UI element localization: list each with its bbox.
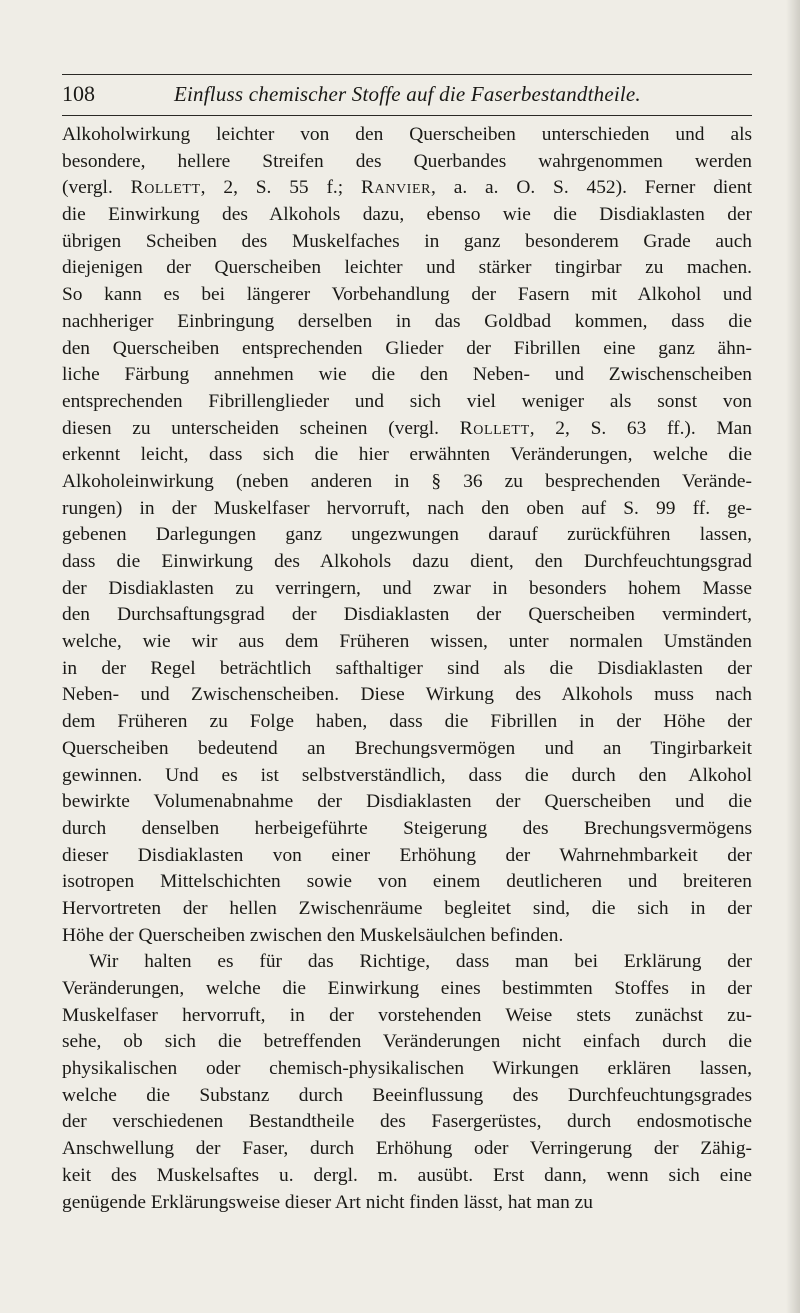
body-text [62, 122, 752, 1216]
text-line [62, 1109, 752, 1136]
text-line [62, 709, 752, 736]
page-edge-shadow [786, 0, 800, 1313]
text-segment: Querscheiben bedeutend an Brechungsvermögen und an Tingirbarkeit [62, 737, 752, 759]
text-segment: den Durchsaftungsgrad der Disdiaklasten der Querscheiben vermindert, [62, 604, 752, 626]
text-segment: Höhe der Querscheiben zwischen den Muskelsäulchen befinden. [62, 924, 564, 946]
text-line [62, 1136, 752, 1163]
text-line [62, 336, 752, 363]
page-number: 108 [62, 81, 95, 106]
text-segment: keit des Muskelsaftes u. dergl. m. ausübt. Erst dann, wenn sich eine [62, 1164, 752, 1186]
text-segment: liche Färbung annehmen wie die den Neben- und Zwischenscheiben [62, 364, 752, 386]
text-segment: rungen) in der Muskelfaser hervorruft, nach den oben auf S. 99 ff. ge- [62, 497, 752, 519]
text-segment: Neben- und Zwischenscheiben. Diese Wirkung des Alkohols muss nach [62, 684, 752, 706]
header-rule [62, 115, 752, 116]
text-line [62, 736, 752, 763]
text-line [62, 522, 752, 549]
text-line [62, 896, 752, 923]
text-segment: übrigen Scheiben des Muskelfaches in ganz besonderem Grade auch [62, 230, 752, 252]
text-segment: , 2, S. 63 ff.). Man [529, 417, 752, 439]
text-segment: Muskelfaser hervorruft, in der vorstehenden Weise stets zunächst zu- [62, 1004, 752, 1026]
text-segment: Hervortreten der hellen Zwischenräume begleitet sind, die sich in der [62, 897, 752, 919]
text-segment: sehe, ob sich die betreffenden Veränderungen nicht einfach durch die [62, 1031, 752, 1053]
text-line [62, 629, 752, 656]
text-segment: dem Früheren zu Folge haben, dass die Fibrillen in der Höhe der [62, 711, 752, 733]
author-citation: Rollett [459, 417, 530, 439]
text-segment: Alkoholeinwirkung (neben anderen in § 36 zu besprechenden Verände- [62, 470, 752, 492]
text-segment: Anschwellung der Faser, durch Erhöhung oder Verringerung der Zähig- [62, 1138, 752, 1160]
text-line [62, 1003, 752, 1030]
text-line [62, 362, 752, 389]
text-line [62, 682, 752, 709]
text-line [62, 175, 752, 202]
text-line [62, 576, 752, 603]
text-line [62, 442, 752, 469]
text-segment: welche die Substanz durch Beeinflussung des Durchfeuchtungsgrades [62, 1084, 752, 1106]
running-title: Einfluss chemischer Stoffe auf die Faserbestandtheile. [174, 82, 641, 106]
text-line [62, 656, 752, 683]
text-line [62, 869, 752, 896]
text-segment: (vergl. [62, 177, 131, 199]
text-line [62, 1190, 752, 1217]
text-line [62, 843, 752, 870]
text-line [62, 282, 752, 309]
text-line [62, 229, 752, 256]
text-segment: , a. a. O. S. 452). Ferner dient [431, 177, 752, 199]
text-line [62, 122, 752, 149]
running-head [62, 78, 752, 114]
text-segment: Wir halten es für das Richtige, dass man bei Erklärung der [89, 951, 752, 973]
text-line [62, 1083, 752, 1110]
text-segment: besondere, hellere Streifen des Querbandes wahrgenommen werden [62, 150, 752, 172]
text-segment: dieser Disdiaklasten von einer Erhöhung der Wahrnehmbarkeit der [62, 844, 752, 866]
text-segment: der verschiedenen Bestandtheile des Fasergerüstes, durch endosmotische [62, 1111, 752, 1133]
text-segment: die Einwirkung des Alkohols dazu, ebenso wie die Disdiaklasten der [62, 204, 752, 226]
text-segment: gebenen Darlegungen ganz ungezwungen darauf zurückführen lassen, [62, 524, 752, 546]
text-line [62, 923, 752, 950]
text-segment: diejenigen der Querscheiben leichter und stärker tingirbar zu machen. [62, 257, 752, 279]
text-segment: genügende Erklärungsweise dieser Art nicht finden lässt, hat man zu [62, 1191, 593, 1213]
text-line [62, 1163, 752, 1190]
author-citation: Ranvier [361, 177, 432, 199]
text-line [62, 255, 752, 282]
text-segment: welche, wie wir aus dem Früheren wissen, unter normalen Umständen [62, 631, 752, 653]
text-line [62, 949, 752, 976]
top-rule [62, 74, 752, 75]
text-segment: So kann es bei längerer Vorbehandlung der Fasern mit Alkohol und [62, 284, 752, 306]
text-segment: in der Regel beträchtlich safthaltiger sind als die Disdiaklasten der [62, 657, 752, 679]
text-segment: , 2, S. 55 f.; [200, 177, 362, 199]
text-line [62, 816, 752, 843]
text-segment: entsprechenden Fibrillenglieder und sich viel weniger als sonst von [62, 390, 752, 412]
text-line [62, 149, 752, 176]
text-segment: durch denselben herbeigeführte Steigerung des Brechungsvermögens [62, 817, 752, 839]
text-segment: physikalischen oder chemisch-physikalischen Wirkungen erklären lassen, [62, 1058, 752, 1080]
text-line [62, 202, 752, 229]
text-line [62, 469, 752, 496]
text-line [62, 1029, 752, 1056]
author-citation: Rollett [130, 177, 201, 199]
text-line [62, 416, 752, 443]
text-line [62, 763, 752, 790]
text-line [62, 496, 752, 523]
text-line [62, 309, 752, 336]
text-segment: den Querscheiben entsprechenden Glieder der Fibrillen eine ganz ähn- [62, 337, 752, 359]
text-line [62, 549, 752, 576]
text-segment: dass die Einwirkung des Alkohols dazu dient, den Durchfeuchtungsgrad [62, 551, 752, 572]
text-segment: nachheriger Einbringung derselben in das Goldbad kommen, dass die [62, 310, 752, 332]
text-segment: diesen zu unterscheiden scheinen (vergl. [62, 417, 460, 439]
text-segment: bewirkte Volumenabnahme der Disdiaklasten der Querscheiben und die [62, 791, 752, 813]
text-line [62, 389, 752, 416]
text-line [62, 602, 752, 629]
text-line [62, 976, 752, 1003]
text-segment: isotropen Mittelschichten sowie von einem deutlicheren und breiteren [62, 871, 752, 893]
text-line [62, 1056, 752, 1083]
text-segment: erkennt leicht, dass sich die hier erwähnten Veränderungen, welche die [62, 444, 752, 466]
text-segment: Alkoholwirkung leichter von den Querscheiben unterschieden und als [62, 124, 752, 145]
text-segment: der Disdiaklasten zu verringern, und zwar in besonders hohem Masse [62, 577, 752, 599]
text-segment: Veränderungen, welche die Einwirkung eines bestimmten Stoffes in der [62, 978, 752, 999]
text-segment: gewinnen. Und es ist selbstverständlich, dass die durch den Alkohol [62, 764, 752, 786]
text-line [62, 789, 752, 816]
